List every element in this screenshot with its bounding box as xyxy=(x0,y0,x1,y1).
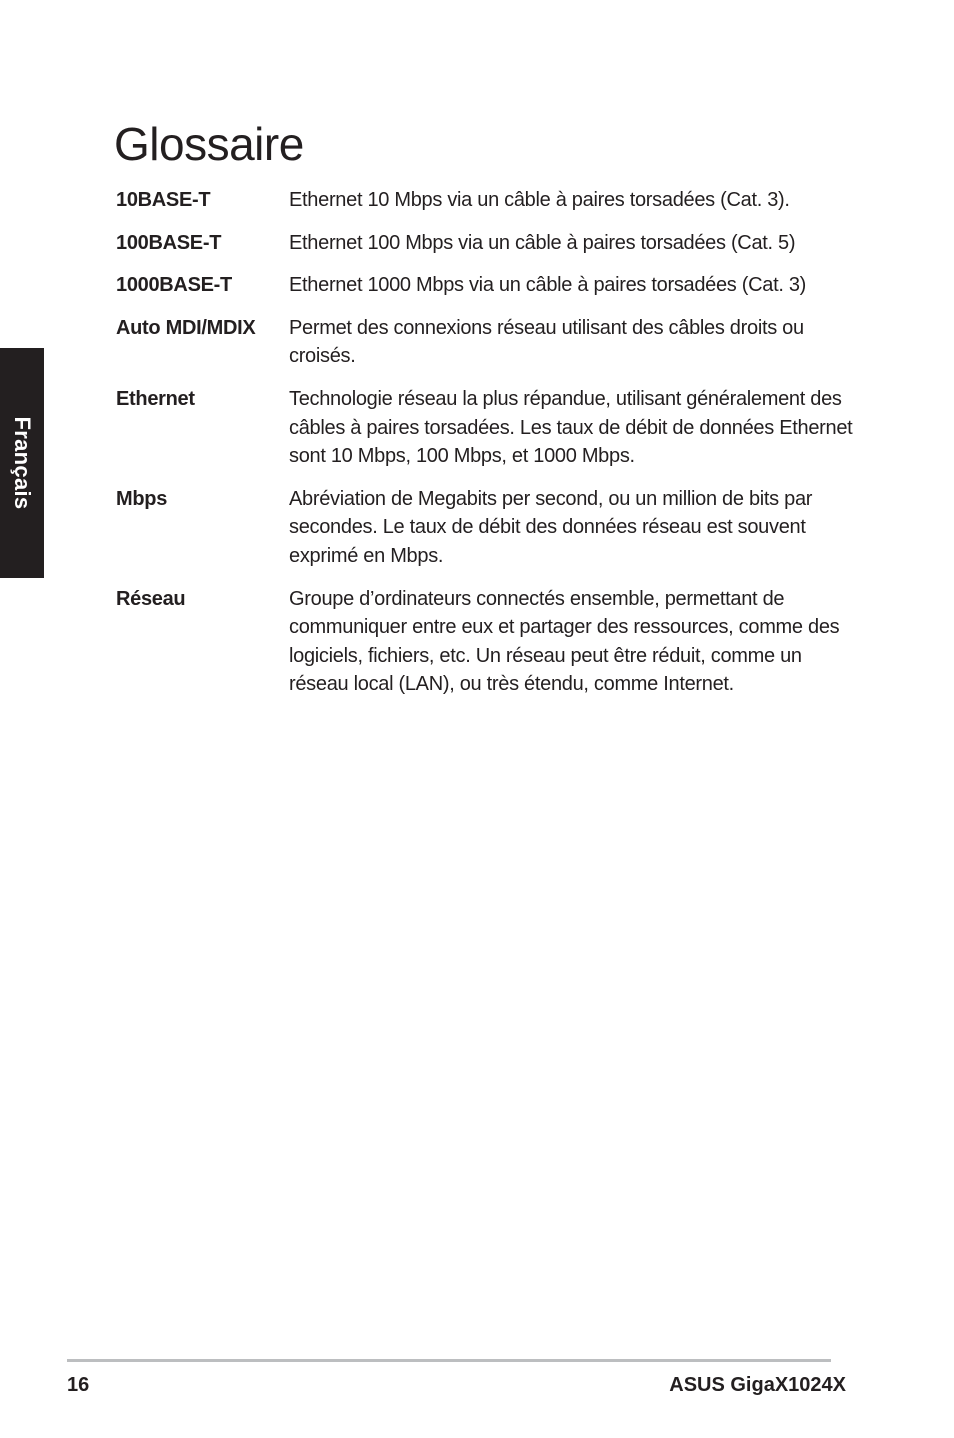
glossary-definition: Technologie réseau la plus répandue, utilisant généralement des câbles à paires torsadées. Les taux de débit de données Ethernet sont 10 Mbps, 100 Mbps, et 1000 Mbps. xyxy=(289,387,853,468)
glossary-term: Auto MDI/MDIX xyxy=(116,316,256,339)
glossary-term: 1000BASE-T xyxy=(116,274,232,297)
product-name: ASUS GigaX1024X xyxy=(669,1374,846,1396)
glossary-term: Mbps xyxy=(116,487,168,510)
glossary-list xyxy=(116,186,856,713)
page-title: Glossaire xyxy=(114,118,304,170)
language-tab-label: Français xyxy=(10,416,35,510)
language-side-tab xyxy=(0,348,44,578)
glossary-definition: Ethernet 10 Mbps via un câble à paires torsadées (Cat. 3). xyxy=(289,189,790,211)
glossary-entry xyxy=(116,585,856,699)
glossary-entry xyxy=(116,485,856,571)
glossary-term: 10BASE-T xyxy=(116,189,211,211)
glossary-term: Réseau xyxy=(116,587,186,610)
glossary-definition: Ethernet 100 Mbps via un câble à paires torsadées (Cat. 5) xyxy=(289,231,796,254)
page-number: 16 xyxy=(67,1374,90,1396)
glossary-entry xyxy=(116,385,856,471)
glossary-entry xyxy=(116,314,856,371)
glossary-entry xyxy=(116,229,856,258)
glossary-term: 100BASE-T xyxy=(116,231,222,254)
glossary-definition: Permet des connexions réseau utilisant des câbles droits ou croisés. xyxy=(289,316,804,368)
glossary-entry xyxy=(116,186,856,215)
glossary-definition: Abréviation de Megabits per second, ou un million de bits par secondes. Le taux de débit des données réseau est souvent exprimé en Mbps. xyxy=(289,487,813,567)
glossary-definition: Groupe d’ordinateurs connectés ensemble, permettant de communiquer entre eux et partager des ressources, comme des logiciels, fichiers, etc. Un réseau peut être réduit, comme un réseau local (LAN), ou très étendu, comme Internet. xyxy=(289,587,840,696)
glossary-entry xyxy=(116,271,856,300)
footer-divider xyxy=(67,1359,831,1362)
glossary-term: Ethernet xyxy=(116,387,195,410)
glossary-definition: Ethernet 1000 Mbps via un câble à paires torsadées (Cat. 3) xyxy=(289,274,807,297)
